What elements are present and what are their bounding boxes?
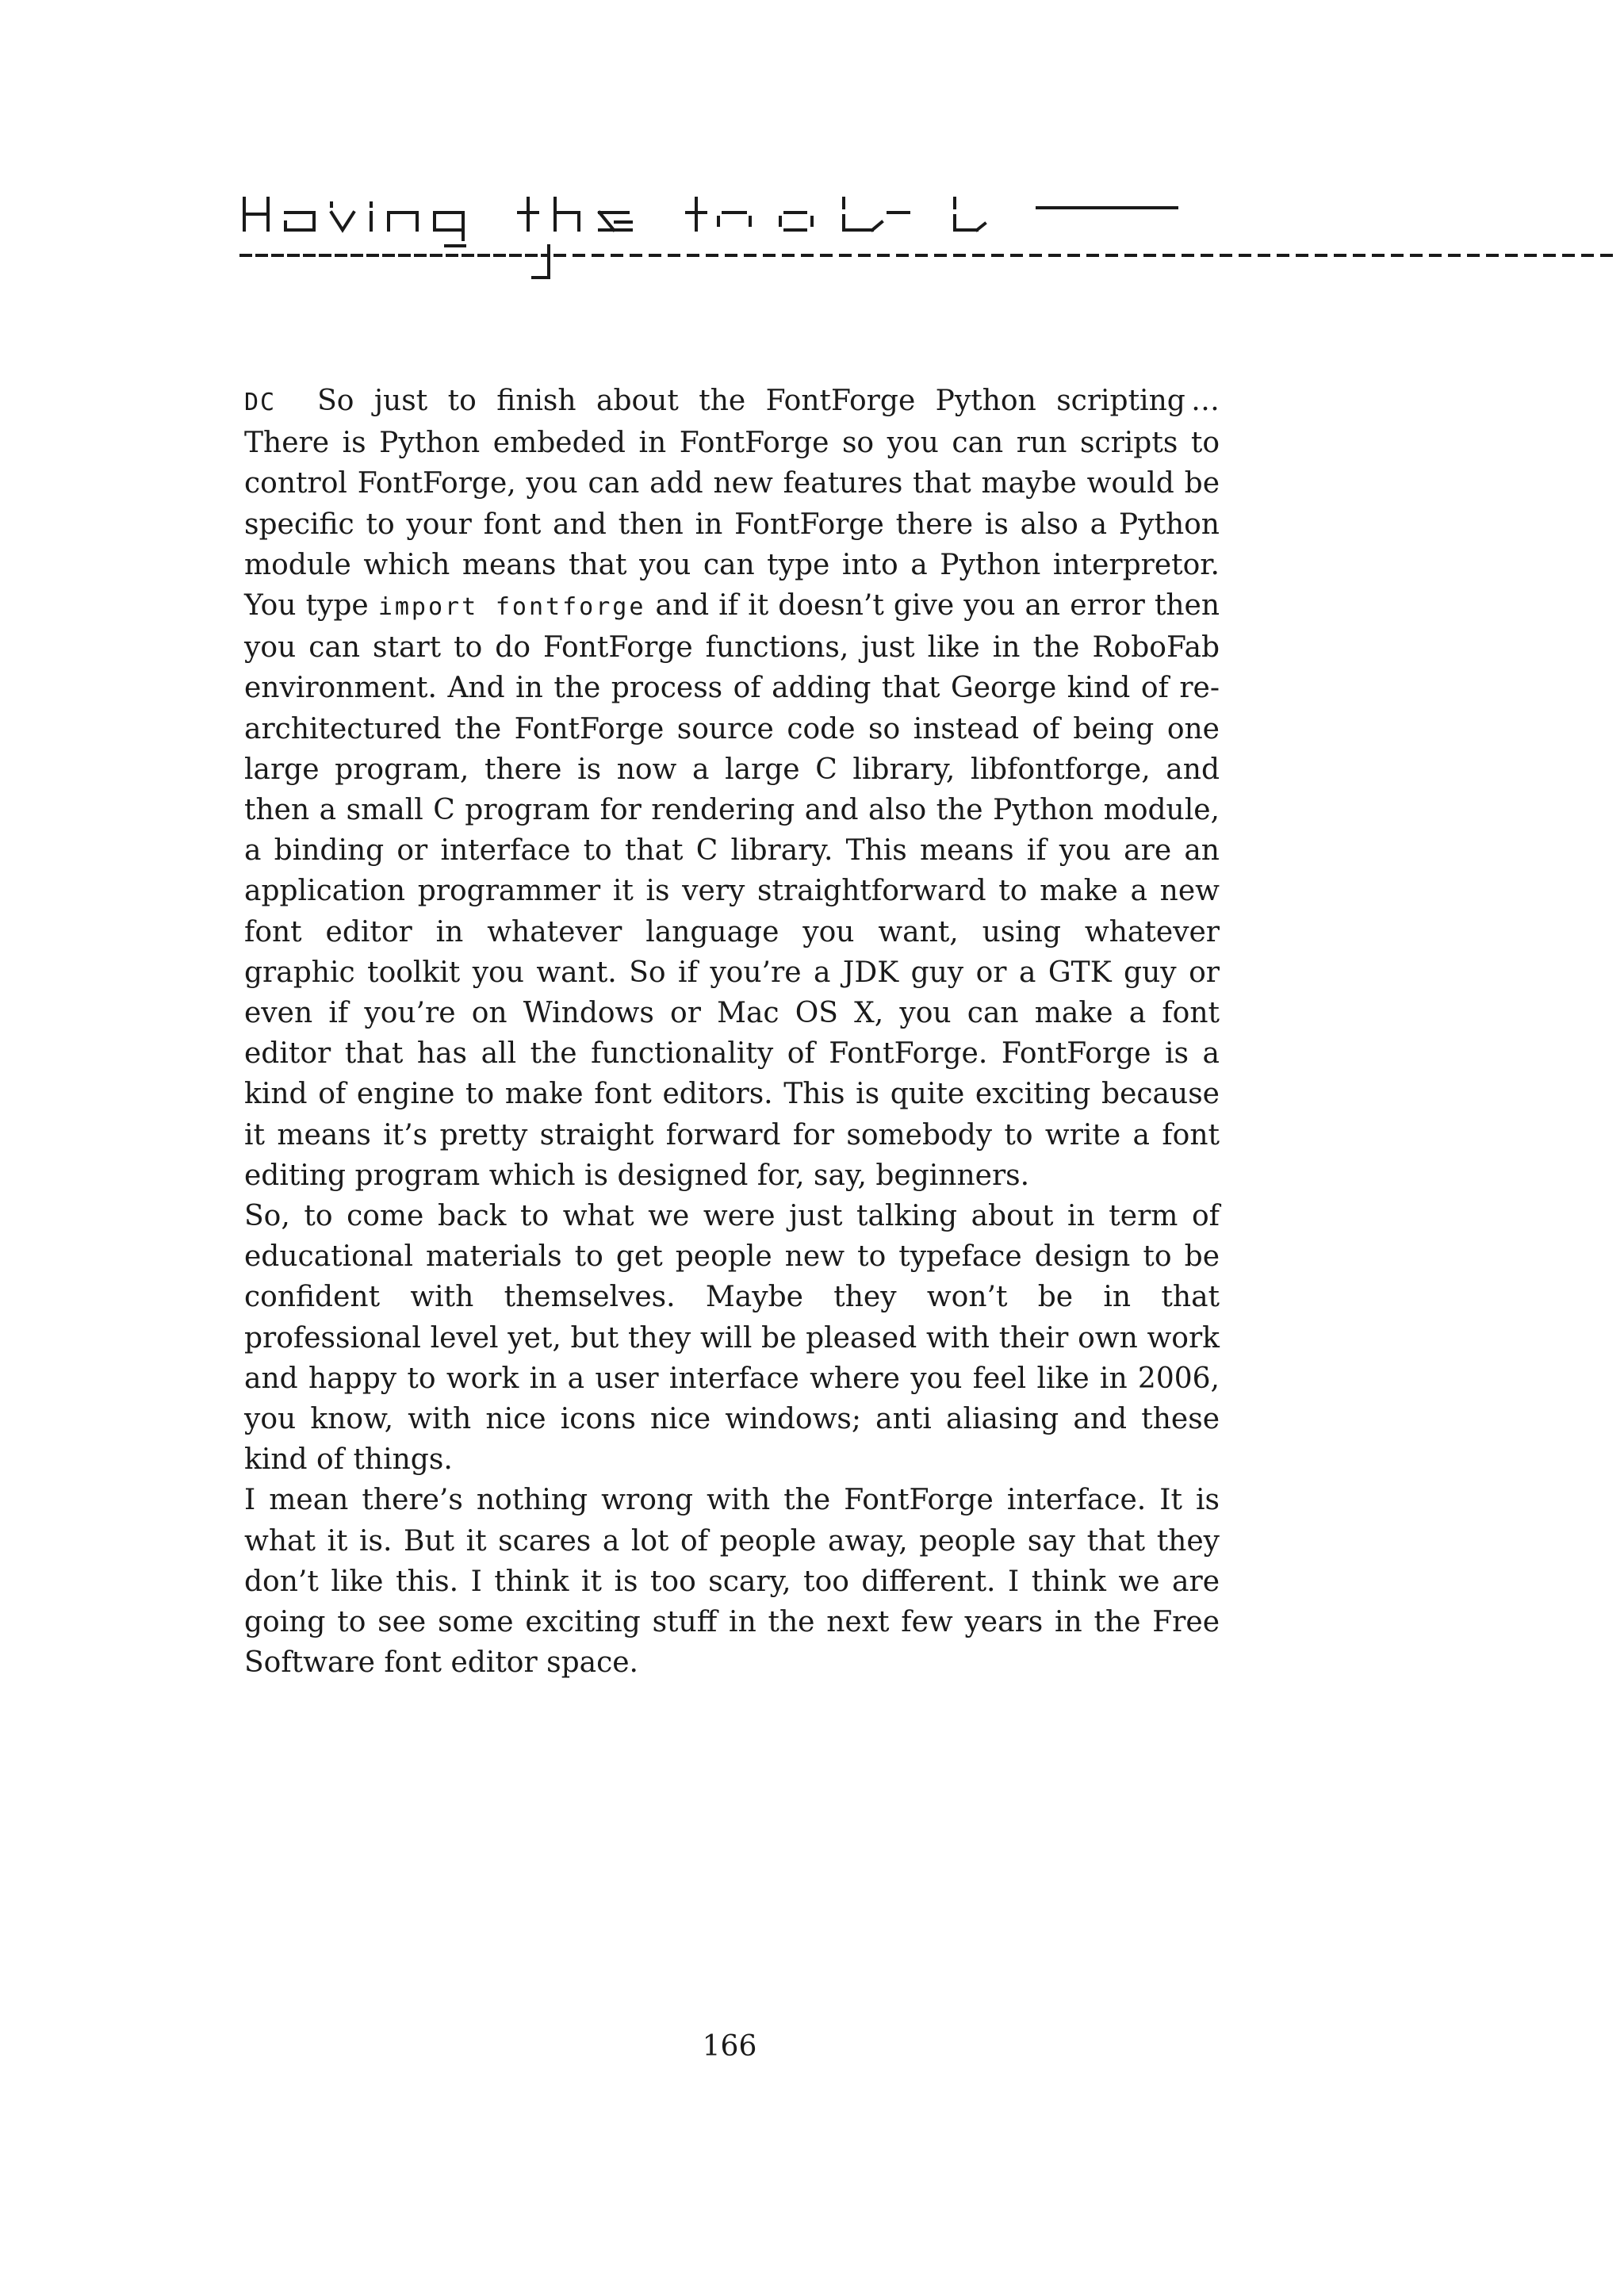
paragraph-1-text-b: and if it doesn’t give you an error then you can start to do FontForge functions, just like in the RoboFab environment. And in the process of adding that George kind of re-architectured the FontForge source code so instead of being one large program, there is now a large C library, libfontforge, and then a small C program for rendering and also the Python module, a binding or interface to that C library. This means if you are an application programmer it is very straightforward to make a new font editor in whatever language you want, using whatever graphic toolkit you want. So if you’re a JDK guy or a GTK guy or even if you’re on Windows or Mac OS X, you can make a font editor that has all the functionality of FontForge. FontForge is a kind of engine to make font editors. This is quite exciting because it means it’s pretty straight forward for somebody to write a font editing program which is designed for, say, beginners. — [244, 589, 1220, 1192]
chapter-title-art — [238, 167, 1618, 357]
inline-code: import fontforge — [377, 593, 646, 622]
paragraph-1-text-a: So just to finish about the FontForge Python scripting … There is Python embeded in FontForge so you can run scripts to control FontForge, you can add new features that maybe would be specific to your font and then in FontForge there is also a Python module which means that you can type into a Python interpretor. You type — [244, 385, 1220, 623]
paragraph-3: I mean there’s nothing wrong with the FontForge interface. It is what it is. But it scares a lot of people away, people say that they don’t like this. I think it is too scary, too different. I think we are going to see some exciting stuff in the next few years in the Free Software font editor space. — [244, 1484, 1220, 1680]
paragraph-1 — [244, 381, 1220, 1196]
chapter-title-ascii-glyphs — [238, 167, 1618, 357]
paragraph-2: So, to come back to what we were just talking about in term of educational materials to get people new to typeface design to be confident with themselves. Maybe they won’t be in that professional level yet, but they will be pleased with their own work and happy to work in a user interface where you feel like in 2006, you know, with nice icons nice windows; anti aliasing and these kind of things. — [244, 1200, 1220, 1477]
speaker-label: DC — [244, 389, 277, 416]
interview-text — [244, 381, 1220, 1684]
page-number: 166 — [702, 2030, 757, 2063]
